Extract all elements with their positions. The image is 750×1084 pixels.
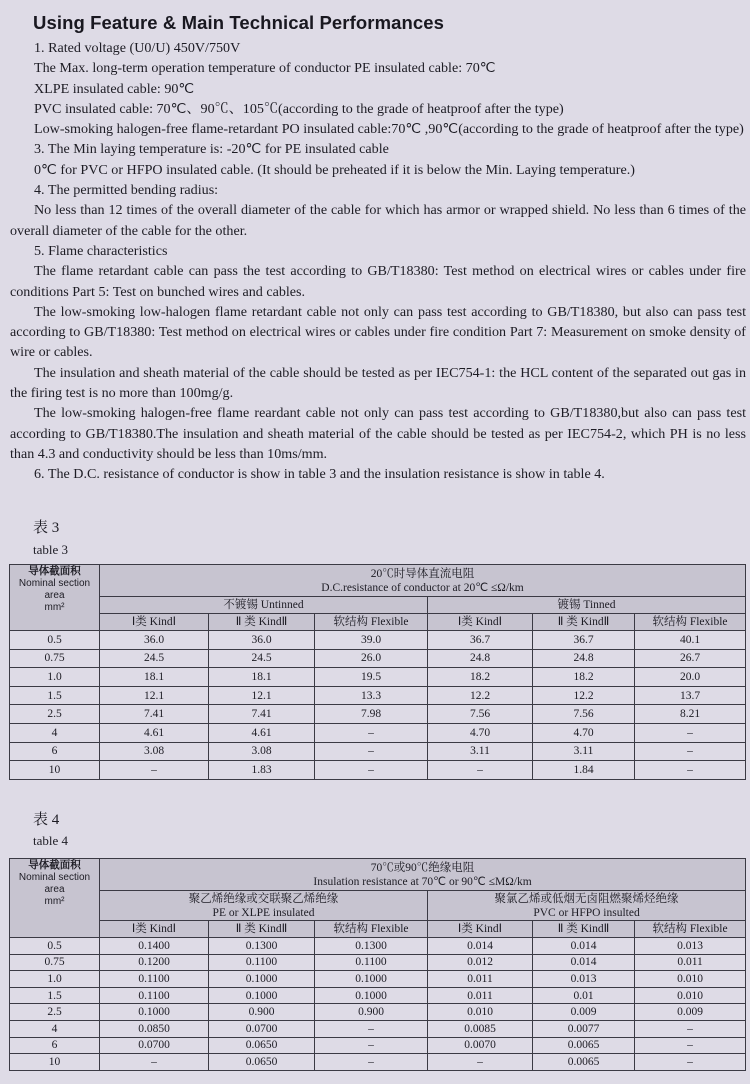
table-cell: 12.2 (428, 686, 533, 705)
table-cell: 26.0 (315, 649, 428, 668)
table-cell: 18.1 (209, 668, 315, 687)
table-cell: 0.013 (533, 971, 635, 988)
paragraph: The flame retardant cable can pass the test according to GB/T18380: Test method on electrical wires or cables under fire conditions Part 5: Test on bunched wires and cables. (10, 263, 746, 300)
table-cell: 24.8 (428, 649, 533, 668)
table-cell: 12.2 (533, 686, 635, 705)
table-cell: 0.0700 (209, 1020, 315, 1037)
table-cell: 7.56 (533, 705, 635, 724)
table-cell: – (315, 742, 428, 761)
table-cell: 0.010 (635, 987, 746, 1004)
table-row (10, 649, 746, 668)
table-cell: 1.84 (533, 761, 635, 780)
table-cell: 36.0 (209, 631, 315, 650)
table-row (10, 1037, 746, 1054)
table-cell: 4.70 (533, 723, 635, 742)
body-text (10, 38, 746, 485)
row-area-cell: 4 (10, 723, 100, 742)
table-cell: 18.2 (428, 668, 533, 687)
paragraph: PVC insulated cable: 70℃、90℃、105℃(according to the grade of heatproof after the type) (34, 100, 564, 117)
paragraph: The Max. long-term operation temperature of conductor PE insulated cable: 70℃ (34, 60, 496, 77)
table3-caption-en: table 3 (33, 542, 69, 557)
table-cell: 0.900 (315, 1004, 428, 1021)
table-cell: 0.0700 (100, 1037, 209, 1054)
table-cell: 36.0 (100, 631, 209, 650)
table-cell: 0.0650 (209, 1037, 315, 1054)
table-cell: 0.0085 (428, 1020, 533, 1037)
table-cell: 0.011 (428, 971, 533, 988)
table-cell: 0.1400 (100, 938, 209, 955)
table-cell: – (315, 1054, 428, 1071)
table-cell: 0.011 (635, 954, 746, 971)
table-cell: 0.900 (209, 1004, 315, 1021)
table-cell: 0.1000 (100, 1004, 209, 1021)
table-cell: 24.8 (533, 649, 635, 668)
table-row (10, 686, 746, 705)
table-cell: 36.7 (428, 631, 533, 650)
paragraph: The insulation and sheath material of the cable should be tested as per IEC754-1: the HCL content of the separated out gas in the firing test is no more than 100mg/g. (10, 364, 746, 402)
side-header-en: Nominal section area (18, 578, 91, 601)
table3-caption-cn: 表 3 (33, 520, 60, 536)
table-cell: 40.1 (635, 631, 746, 650)
table-row (10, 987, 746, 1004)
table-row (10, 705, 746, 724)
side-header-unit: mm² (44, 602, 65, 613)
paragraph: 5. Flame characteristics (34, 242, 168, 259)
paragraph: 4. The permitted bending radius: (34, 182, 219, 199)
table-cell: 0.014 (533, 954, 635, 971)
table-cell: 26.7 (635, 649, 746, 668)
table-cell: 4.61 (100, 723, 209, 742)
col-header: Ⅱ 类 KindⅡ (533, 921, 635, 938)
table-cell: 12.1 (100, 686, 209, 705)
table-cell: 13.3 (315, 686, 428, 705)
group-en: PVC or HFPO insulted (533, 906, 640, 919)
table-cell: 0.1100 (100, 971, 209, 988)
col-header: Ⅰ类 KindⅠ (428, 921, 533, 938)
table-cell: 3.08 (100, 742, 209, 761)
table-4 (9, 858, 746, 1071)
table-cell: 4.70 (428, 723, 533, 742)
row-area-cell: 6 (10, 1037, 100, 1054)
table-cell: 0.011 (428, 987, 533, 1004)
row-area-cell: 0.75 (10, 649, 100, 668)
row-area-cell: 10 (10, 1054, 100, 1071)
title-cn: 70℃或90℃绝缘电阻 (370, 861, 475, 874)
table3-title (100, 565, 746, 597)
table3-group-tinned: 镀锡 Tinned (428, 597, 746, 614)
table-row (10, 668, 746, 687)
table-cell: 0.1000 (315, 987, 428, 1004)
col-header: 软结构 Flexible (635, 614, 746, 631)
table-cell: 0.1100 (315, 954, 428, 971)
table-cell: – (100, 761, 209, 780)
table-row (10, 1020, 746, 1037)
side-header-unit: mm² (44, 896, 65, 907)
title-cn: 20℃时导体直流电阻 (370, 567, 475, 580)
paragraph: The low-smoking low-halogen flame retardant cable not only can pass test according to GB/T18380, but also can pass test according to GB/T18380: Test method on electrical wires or cables under fire condition Part 7: Measurement on smoke density of wire or cables. (10, 303, 746, 361)
group-en: PE or XLPE insulated (212, 906, 315, 919)
table4-group-pe (100, 891, 428, 921)
table-cell: 7.56 (428, 705, 533, 724)
table4-title (100, 859, 746, 891)
table-cell: 0.01 (533, 987, 635, 1004)
table-cell: 39.0 (315, 631, 428, 650)
table-cell: – (635, 1054, 746, 1071)
table-cell: 0.0065 (533, 1054, 635, 1071)
row-area-cell: 0.5 (10, 631, 100, 650)
table-cell: – (635, 1037, 746, 1054)
table-cell: 8.21 (635, 705, 746, 724)
table-cell: – (100, 1054, 209, 1071)
table-row (10, 971, 746, 988)
table-cell: 7.98 (315, 705, 428, 724)
table4-caption-cn: 表 4 (33, 812, 60, 828)
paragraph: Low-smoking halogen-free flame-retardant PO insulated cable:70℃ ,90℃(according to the grade of heatproof after the type) (34, 121, 744, 138)
table-cell: 36.7 (533, 631, 635, 650)
table-row (10, 723, 746, 742)
row-area-cell: 1.5 (10, 686, 100, 705)
table-cell: 0.1000 (209, 987, 315, 1004)
table-cell: 7.41 (209, 705, 315, 724)
table-cell: 0.1000 (209, 971, 315, 988)
row-area-cell: 6 (10, 742, 100, 761)
col-header: 软结构 Flexible (315, 921, 428, 938)
col-header: Ⅰ类 KindⅠ (100, 614, 209, 631)
table-cell: 12.1 (209, 686, 315, 705)
table3-side-header (10, 565, 100, 631)
title-en: D.C.resistance of conductor at 20℃ ≤Ω/km (321, 581, 524, 594)
table-cell: 0.1300 (209, 938, 315, 955)
side-header-cn: 导体截面积 (28, 565, 81, 577)
table-cell: – (635, 761, 746, 780)
page-heading: Using Feature & Main Technical Performances (33, 12, 445, 33)
table-cell: 4.61 (209, 723, 315, 742)
table-cell: 0.0650 (209, 1054, 315, 1071)
row-area-cell: 2.5 (10, 1004, 100, 1021)
table4-side-header (10, 859, 100, 938)
table-cell: 0.0850 (100, 1020, 209, 1037)
table-cell: 0.012 (428, 954, 533, 971)
table-cell: 0.010 (428, 1004, 533, 1021)
paragraph: XLPE insulated cable: 90℃ (34, 80, 195, 97)
paragraph: No less than 12 times of the overall diameter of the cable for which has armor or wrapped shield. No less than 6 times of the overall diameter of the cable for the other. (10, 202, 746, 239)
row-area-cell: 1.0 (10, 971, 100, 988)
table-row (10, 1054, 746, 1071)
table-cell: 19.5 (315, 668, 428, 687)
row-area-cell: 0.75 (10, 954, 100, 971)
paragraph: 6. The D.C. resistance of conductor is show in table 3 and the insulation resistance is show in table 4. (34, 466, 605, 483)
table3-group-untinned: 不镀锡 Untinned (100, 597, 428, 614)
table-cell: 0.014 (533, 938, 635, 955)
table-cell: 3.11 (533, 742, 635, 761)
col-header: Ⅰ类 KindⅠ (428, 614, 533, 631)
table-cell: 0.1100 (209, 954, 315, 971)
table-cell: 18.1 (100, 668, 209, 687)
table-cell: – (315, 723, 428, 742)
table4-caption-en: table 4 (33, 833, 69, 848)
table-cell: 0.1000 (315, 971, 428, 988)
table-cell: 3.11 (428, 742, 533, 761)
table-row (10, 954, 746, 971)
table-row (10, 761, 746, 780)
side-header-cn: 导体截面积 (28, 859, 81, 871)
table-cell: – (428, 1054, 533, 1071)
table-cell: – (315, 1020, 428, 1037)
table-cell: – (635, 1020, 746, 1037)
table-cell: 1.83 (209, 761, 315, 780)
paragraph: 3. The Min laying temperature is: -20℃ for PE insulated cable (34, 141, 389, 158)
table-cell: 0.1300 (315, 938, 428, 955)
table-cell: 0.1200 (100, 954, 209, 971)
table-cell: 0.009 (533, 1004, 635, 1021)
table-row (10, 742, 746, 761)
table-cell: – (635, 742, 746, 761)
table-cell: – (315, 1037, 428, 1054)
row-area-cell: 1.0 (10, 668, 100, 687)
table-cell: – (315, 761, 428, 780)
table-cell: 0.013 (635, 938, 746, 955)
table-row (10, 631, 746, 650)
table-3 (9, 564, 746, 780)
col-header: Ⅰ类 KindⅠ (100, 921, 209, 938)
table-cell: 0.0065 (533, 1037, 635, 1054)
table-cell: 18.2 (533, 668, 635, 687)
table-cell: 24.5 (100, 649, 209, 668)
paragraph: 1. Rated voltage (U0/U) 450V/750V (34, 40, 241, 56)
table-cell: 3.08 (209, 742, 315, 761)
table-row (10, 938, 746, 955)
table-cell: – (428, 761, 533, 780)
table-cell: 0.009 (635, 1004, 746, 1021)
table-cell: 24.5 (209, 649, 315, 668)
table-cell: 20.0 (635, 668, 746, 687)
table-cell: 0.014 (428, 938, 533, 955)
table-row (10, 1004, 746, 1021)
paragraph: The low-smoking halogen-free flame reardant cable not only can pass test according to GB/T18380,but also can pass test according to GB/T18380.The insulation and sheath material of the cable should be tested as per IEC754-2, which PH is no less than 4.3 and conductivity should be less than 10ms/mm. (10, 405, 746, 462)
row-area-cell: 0.5 (10, 938, 100, 955)
group-cn: 聚氯乙烯或低烟无卤阻燃聚烯烃绝缘 (494, 892, 679, 905)
col-header: Ⅱ 类 KindⅡ (209, 614, 315, 631)
table-cell: 7.41 (100, 705, 209, 724)
col-header: Ⅱ 类 KindⅡ (533, 614, 635, 631)
table-cell: 0.0070 (428, 1037, 533, 1054)
row-area-cell: 4 (10, 1020, 100, 1037)
col-header: Ⅱ 类 KindⅡ (209, 921, 315, 938)
row-area-cell: 1.5 (10, 987, 100, 1004)
table-cell: – (635, 723, 746, 742)
table-cell: 0.1100 (100, 987, 209, 1004)
col-header: 软结构 Flexible (635, 921, 746, 938)
paragraph: 0℃ for PVC or HFPO insulated cable. (It should be preheated if it is below the Min. Laying temperature.) (34, 161, 635, 178)
row-area-cell: 2.5 (10, 705, 100, 724)
side-header-en: Nominal section area (18, 872, 91, 895)
table-cell: 0.010 (635, 971, 746, 988)
row-area-cell: 10 (10, 761, 100, 780)
group-cn: 聚乙烯绝缘或交联聚乙烯绝缘 (188, 892, 339, 905)
col-header: 软结构 Flexible (315, 614, 428, 631)
table4-group-pvc (428, 891, 746, 921)
table-cell: 0.0077 (533, 1020, 635, 1037)
title-en: Insulation resistance at 70℃ or 90℃ ≤MΩ/km (313, 875, 532, 888)
table-cell: 13.7 (635, 686, 746, 705)
